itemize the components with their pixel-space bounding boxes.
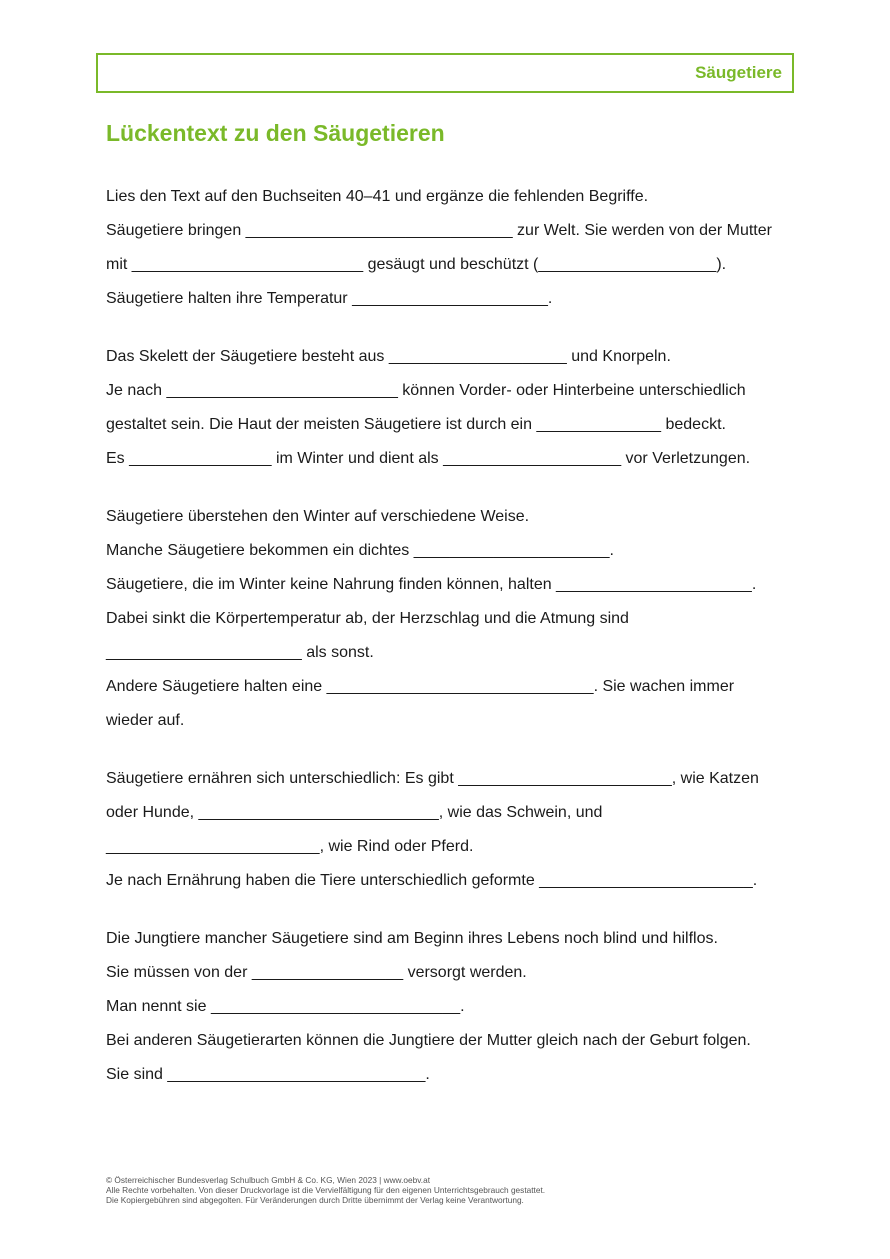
header-label: Säugetiere xyxy=(695,63,782,82)
text-line: Es ________________ im Winter und dient als ____________________ vor Verletzungen. xyxy=(106,450,751,467)
footer-line: Die Kopiergebühren sind abgegolten. Für Veränderungen durch Dritte übernimmt der Verlag keine Verantwortung. xyxy=(106,1195,524,1205)
paragraph-1 xyxy=(106,180,796,316)
text-line: Säugetiere ernähren sich unterschiedlich: Es gibt ________________________, wie Katzen xyxy=(106,770,759,787)
text-line: Säugetiere, die im Winter keine Nahrung finden können, halten ______________________. xyxy=(106,576,757,593)
text-line: Andere Säugetiere halten eine ______________________________. Sie wachen immer xyxy=(106,678,735,695)
text-line: Sie sind _____________________________. xyxy=(106,1066,430,1083)
text-line: mit __________________________ gesäugt und beschützt (____________________). xyxy=(106,256,727,273)
text-line: Dabei sinkt die Körpertemperatur ab, der Herzschlag und die Atmung sind xyxy=(106,610,629,627)
text-line: Säugetiere überstehen den Winter auf verschiedene Weise. xyxy=(106,508,530,525)
paragraph-2 xyxy=(106,340,796,476)
text-line: gestaltet sein. Die Haut der meisten Säugetiere ist durch ein ______________ bedeckt. xyxy=(106,416,726,433)
text-line: Säugetiere halten ihre Temperatur ______________________. xyxy=(106,290,553,307)
text-line: Die Jungtiere mancher Säugetiere sind am Beginn ihres Lebens noch blind und hilflos. xyxy=(106,930,718,947)
worksheet-content xyxy=(106,180,796,1116)
text-line: Säugetiere bringen ______________________________ zur Welt. Sie werden von der Mutter xyxy=(106,222,772,239)
text-line: ______________________ als sonst. xyxy=(106,644,374,661)
header-box xyxy=(96,53,794,93)
footer-line: Alle Rechte vorbehalten. Von dieser Druckvorlage ist die Vervielfältigung für den eigenen Unterrichtsgebrauch gestattet. xyxy=(106,1185,546,1195)
text-line: ________________________, wie Rind oder Pferd. xyxy=(106,838,474,855)
paragraph-5 xyxy=(106,922,796,1092)
footer-line: © Österreichischer Bundesverlag Schulbuch GmbH & Co. KG, Wien 2023 | www.oebv.at xyxy=(106,1175,430,1185)
paragraph-3 xyxy=(106,500,796,738)
text-line: wieder auf. xyxy=(106,712,185,729)
text-line: Man nennt sie ____________________________. xyxy=(106,998,465,1015)
page-title: Lückentext zu den Säugetieren xyxy=(106,120,445,146)
text-line: Je nach __________________________ können Vorder- oder Hinterbeine unterschiedlich xyxy=(106,382,746,399)
text-line: Lies den Text auf den Buchseiten 40–41 und ergänze die fehlenden Begriffe. xyxy=(106,188,649,205)
text-line: Das Skelett der Säugetiere besteht aus ____________________ und Knorpeln. xyxy=(106,348,671,365)
text-line: Bei anderen Säugetierarten können die Jungtiere der Mutter gleich nach der Geburt folgen. xyxy=(106,1032,751,1049)
text-line: Sie müssen von der _________________ versorgt werden. xyxy=(106,964,527,981)
text-line: Manche Säugetiere bekommen ein dichtes ______________________. xyxy=(106,542,614,559)
text-line: Je nach Ernährung haben die Tiere unterschiedlich geformte ________________________. xyxy=(106,872,758,889)
copyright-footer xyxy=(106,1175,545,1205)
text-line: oder Hunde, ___________________________, wie das Schwein, und xyxy=(106,804,603,821)
paragraph-4 xyxy=(106,762,796,898)
